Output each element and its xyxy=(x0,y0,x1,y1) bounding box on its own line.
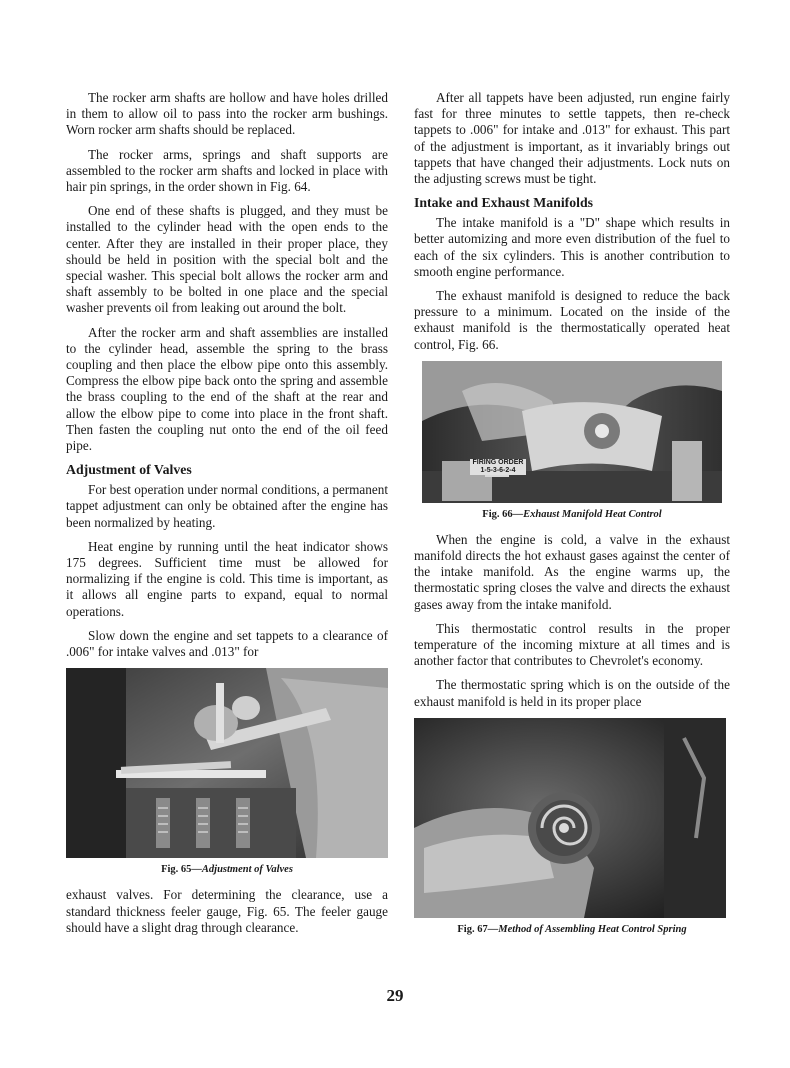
figure-65-photo xyxy=(66,668,388,858)
heat-control-spring-photo-image xyxy=(414,718,726,918)
paragraph: The thermostatic spring which is on the outside of the exhaust manifold is held in its proper place xyxy=(414,677,730,709)
paragraph: The rocker arm shafts are hollow and have holes drilled in them to allow oil to pass into the rocker arm bushings. Worn rocker arm shafts should be replaced. xyxy=(66,90,388,138)
paragraph: This thermostatic control results in the proper temperature of the incoming mixture at all times and is another factor that contributes to Chevrolet's economy. xyxy=(414,620,730,669)
paragraph: exhaust valves. For determining the clearance, use a standard thickness feeler gauge, Fig. 65. The feeler gauge should have a slight drag through clearance. xyxy=(66,887,388,935)
figure-title: —Exhaust Manifold Heat Control xyxy=(512,508,662,520)
paragraph: The exhaust manifold is designed to reduce the back pressure to a minimum. Located on the inside of the exhaust manifold is the thermostatically operated heat control, Fig. 66. xyxy=(414,288,730,352)
paragraph: When the engine is cold, a valve in the exhaust manifold directs the hot exhaust gases against the center of the intake manifold. As the engine warms up, the thermostatic spring closes the valve and directs the exhaust gases away from the intake manifold. xyxy=(414,531,730,612)
figure-66-photo xyxy=(422,361,722,503)
paragraph: One end of these shafts is plugged, and they must be installed to the cylinder head with the open ends to the center. After they are installed in their proper place, they should be held in position with the special bolt and the special washer. This special bolt allows the rocker arm and shaft assembly to be bolted in one place and the special washer prevents oil from leaking out around the bolt. xyxy=(66,203,388,316)
figure-title: —Adjustment of Valves xyxy=(191,864,293,876)
right-column xyxy=(414,90,730,947)
paragraph: The intake manifold is a "D" shape which results in better automizing and more even distribution of the fuel to each of the six cylinders. This is another contribution to smooth engine performance. xyxy=(414,215,730,279)
paragraph: For best operation under normal conditions, a permanent tappet adjustment can only be obtained after the engine has been normalized by heating. xyxy=(66,482,388,530)
section-heading-intake-and-exhaust-manifolds: Intake and Exhaust Manifolds xyxy=(414,195,594,211)
figure-number: Fig. 67 xyxy=(457,923,488,935)
figure-title: —Method of Assembling Heat Control Spring xyxy=(487,923,687,935)
figure-65-caption xyxy=(66,864,388,875)
firing-order-plate-text: FIRING ORDER 1-5-3-6-2-4 xyxy=(470,459,526,475)
paragraph: Heat engine by running until the heat indicator shows 175 degrees. Sufficient time must be allowed for normalizing if the engine is cold. This time is important, as it allows all engine parts to expand, equal to normal operations. xyxy=(66,538,388,619)
figure-66-caption xyxy=(414,509,730,520)
paragraph: Slow down the engine and set tappets to a clearance of .006" for intake valves and .013" for xyxy=(66,627,388,660)
section-heading-adjustment-of-valves: Adjustment of Valves xyxy=(66,462,192,478)
figure-67-photo xyxy=(414,718,726,918)
page-number: 29 xyxy=(386,986,404,1005)
figure-number: Fig. 66 xyxy=(482,508,513,520)
figure-number: Fig. 65 xyxy=(161,864,192,876)
valve-adjustment-photo-image xyxy=(66,668,388,858)
figure-67-caption xyxy=(414,924,730,935)
left-column xyxy=(66,90,388,944)
paragraph: After the rocker arm and shaft assemblies are installed to the cylinder head, assemble the spring to the brass coupling and then place the elbow pipe onto this assembly. Compress the elbow pipe back onto the spring and assemble the brass coupling to the end of the shaft at the rear and allow the elbow pipe to come into place in the front shaft. Then fasten the coupling nut onto the end of the oil feed pipe. xyxy=(66,324,388,454)
exhaust-manifold-photo-image xyxy=(422,361,722,503)
paragraph: The rocker arms, springs and shaft supports are assembled to the rocker arm shafts and locked in place with hair pin springs, in the order shown in Fig. 64. xyxy=(66,146,388,195)
paragraph: After all tappets have been adjusted, run engine fairly fast for three minutes to settle tappets, then re-check tappets to .006" for intake and .013" for exhaust. This part of the adjustment is important, as it invariably brings out tappets that have changed their adjustments. Lock nuts on the adjusting screws must be tight. xyxy=(414,90,730,187)
